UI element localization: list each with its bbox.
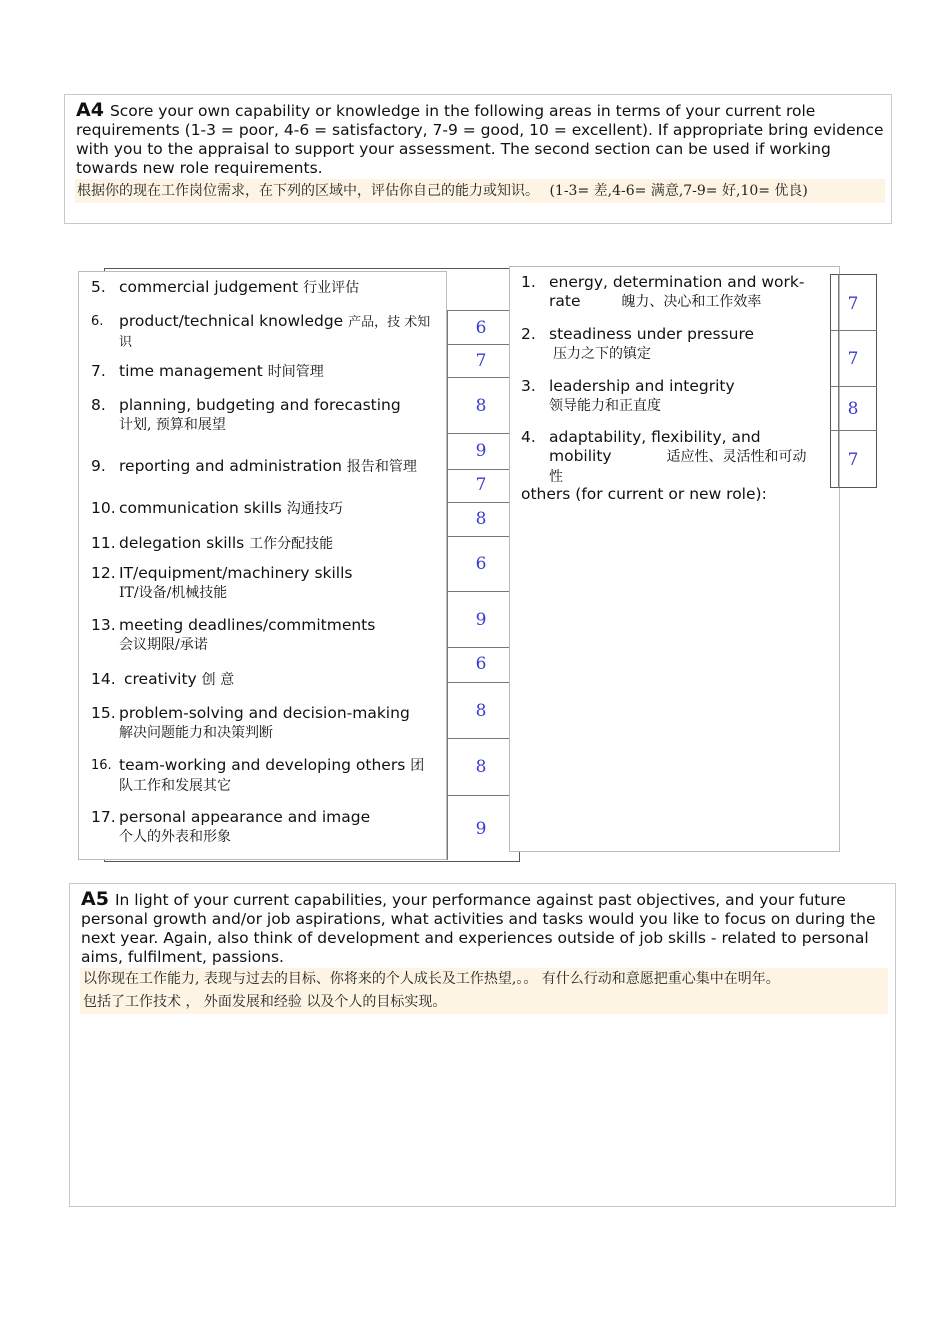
item-zh: 团队工作和发展其它 [119,758,425,794]
item-zh: 个人的外表和形象 [119,829,231,845]
score-value[interactable]: 8 [847,399,859,419]
item-number: 11. [91,534,116,552]
item-label [119,457,439,477]
item-en: planning, budgeting and forecasting [119,396,401,414]
item-zh: 沟通技巧 [286,501,343,517]
item-number: 14. [91,670,116,688]
item-en: meeting deadlines/commitments [119,616,376,634]
item-zh: 工作分配技能 [249,536,334,552]
a5-instructions: In light of your current capabilities, your performance against past objectives, and your future personal growth and/or job aspirations, what activities and tasks would you like to focus on during the next year. Again, also think of development and experiences outside of job skills - related to personal aims, fulfilment, passions. [81,891,876,966]
item-zh: 报告和管理 [346,459,417,475]
left-score-col-border [447,310,448,860]
item-number: 15. [91,704,116,722]
score-line [447,647,509,648]
item-en: team-working and developing others [119,756,406,774]
a5-zh-band [80,968,888,1014]
score-value[interactable]: 8 [475,396,487,416]
score-value[interactable]: 9 [475,441,487,461]
item-en: personal appearance and image [119,808,371,826]
item-label [119,534,333,554]
score-value[interactable]: 8 [475,701,487,721]
score-value[interactable]: 6 [475,654,487,674]
item-number: 1. [521,273,536,291]
item-label [119,312,437,352]
item-label [119,499,343,519]
item-zh: 解决问题能力和决策判断 [119,725,273,741]
a4-zh-band [75,179,885,203]
item-zh: 压力之下的镇定 [553,346,651,362]
item-label [119,808,437,847]
item-en: IT/equipment/machinery skills [119,564,353,582]
score-line [447,502,509,503]
item-label [549,325,817,364]
item-number: 6. [91,314,104,329]
item-zh: 适应性、灵活性和可动性 [549,449,807,485]
item-number: 4. [521,428,536,446]
score-line [447,377,509,378]
item-en: leadership and integrity [549,377,735,395]
item-number: 10. [91,499,116,517]
score-line [447,344,509,345]
score-value[interactable]: 8 [475,757,487,777]
a5-zh-line2: 包括了工作技术 ， 外面发展和经验 以及个人的目标实现。 [83,994,447,1010]
item-zh: 创 意 [201,672,235,688]
item-label [549,428,817,487]
a4-instructions: Score your own capability or knowledge in the following areas in terms of your current role requirements (1-3 = poor, 4-6 = satisfactory, 7-9 = good, 10 = excellent). If appropriate bring evidence with you to the appraisal to support your assessment. The second section can be used if working towards new role requirements. [76,102,884,177]
score-value[interactable]: 7 [847,450,859,470]
item-label [124,670,234,690]
score-value[interactable]: 8 [475,509,487,529]
score-line [447,682,509,683]
item-label [119,704,437,743]
item-en: delegation skills [119,534,245,552]
item-zh: 时间管理 [267,364,324,380]
score-value[interactable]: 6 [475,318,487,338]
score-line [447,310,509,311]
item-en: product/technical knowledge [119,312,344,330]
item-number: 13. [91,616,116,634]
a5-response-area[interactable] [80,1020,885,1198]
score-value[interactable]: 9 [475,610,487,630]
item-number: 12. [91,564,116,582]
item-label [119,756,437,796]
item-number: 5. [91,278,106,296]
a5-zh-line1: 以你现在工作能力, 表现与过去的目标、你将来的个人成长及工作热望,。。 有什么行动和意愿把重心集中在明年。 [83,971,780,987]
score-value[interactable]: 6 [475,554,487,574]
score-value[interactable]: 7 [847,294,859,314]
a4-section [64,94,892,224]
item-label [119,616,437,655]
item-zh: 魄力、决心和工作效率 [621,294,762,310]
item-zh: 会议期限/承诺 [119,637,208,653]
item-en: adaptability, flexibility, and mobility [549,428,761,465]
item-label [119,396,437,435]
score-line [830,430,877,431]
score-value[interactable]: 7 [475,475,487,495]
item-en: communication skills [119,499,282,517]
score-line [830,330,877,331]
item-label [119,362,324,382]
item-number: 8. [91,396,106,414]
a5-label: A5 [81,888,109,910]
a4-label: A4 [76,99,104,121]
item-en: creativity [124,670,197,688]
a4-instructions-block [76,101,884,178]
item-en: problem-solving and decision-making [119,704,410,722]
score-line [447,469,509,470]
item-number: 17. [91,808,116,826]
score-line [447,591,509,592]
score-line [447,433,509,434]
item-en: energy, determination and work-rate [549,273,805,310]
score-value[interactable]: 9 [475,819,487,839]
item-en: time management [119,362,263,380]
others-label: others (for current or new role): [521,485,767,503]
item-number: 9. [91,457,106,475]
item-zh: 领导能力和正直度 [549,398,661,414]
item-number: 3. [521,377,536,395]
item-label [119,564,437,603]
score-line [830,386,877,387]
item-number: 2. [521,325,536,343]
item-label [549,273,817,312]
score-value[interactable]: 7 [475,351,487,371]
a5-instructions-block [81,890,889,967]
score-value[interactable]: 7 [847,349,859,369]
item-zh: 计划, 预算和展望 [119,417,226,433]
a4-instructions-zh: 根据你的现在工作岗位需求，在下列的区域中，评估你自己的能力或知识。 [77,183,539,199]
item-zh: 行业评估 [303,280,360,296]
score-line [447,795,509,796]
score-line [447,536,509,537]
item-en: commercial judgement [119,278,299,296]
a5-section [69,883,896,1207]
item-en: reporting and administration [119,457,342,475]
item-en: steadiness under pressure [549,325,755,343]
item-label [119,278,359,298]
item-zh: 产品，技 术知识 [119,315,431,350]
item-zh: IT/设备/机械技能 [119,585,228,601]
score-line [447,738,509,739]
item-number: 7. [91,362,106,380]
item-label [549,377,817,416]
a4-scale-zh: (1-3= 差,4-6= 满意,7-9= 好,10= 优良) [549,183,808,199]
item-number: 16. [91,758,112,773]
